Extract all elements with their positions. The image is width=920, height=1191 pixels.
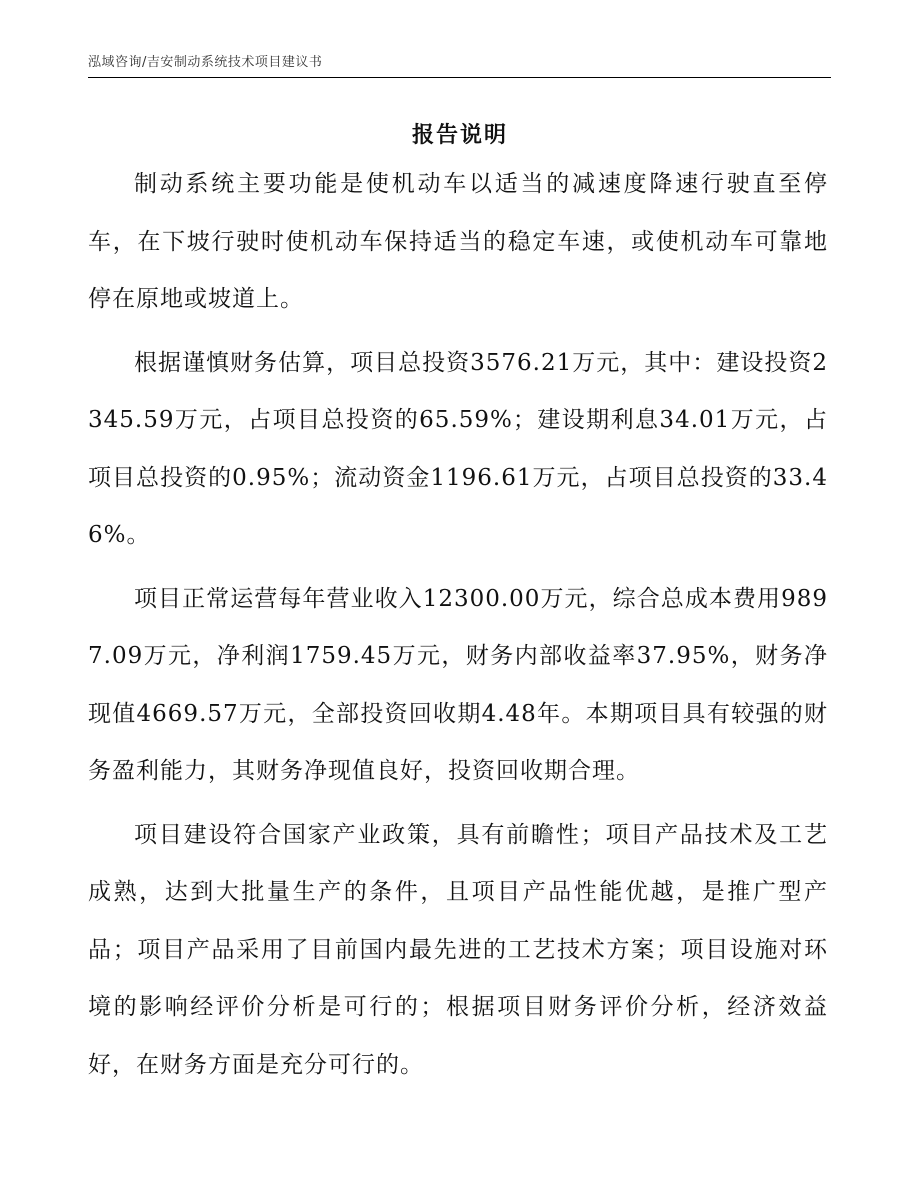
paragraph-braking-function: 制动系统主要功能是使机动车以适当的减速度降速行驶直至停车，在下坡行驶时使机动车保持适当的稳定车速，或使机动车可靠地停在原地或坡道上。 <box>88 171 828 312</box>
page-title: 报告说明 <box>411 123 508 148</box>
body-text <box>88 156 828 1100</box>
header-divider <box>88 77 831 78</box>
paragraph-feasibility-conclusion: 项目建设符合国家产业政策，具有前瞻性；项目产品技术及工艺成熟，达到大批量生产的条件，且项目产品性能优越，是推广型产品；项目产品采用了目前国内最先进的工艺技术方案；项目设施对环境的影响经评价分析是可行的；根据项目财务评价分析，经济效益好，在财务方面是充分可行的。 <box>88 821 828 1078</box>
running-header: 泓域咨询/吉安制动系统技术项目建议书 <box>88 55 323 70</box>
paragraph-financial-returns: 项目正常运营每年营业收入12300.00万元，综合总成本费用9897.09万元，净利润1759.45万元，财务内部收益率37.95%，财务净现值4669.57万元，全部投资回收期4.48年。本期项目具有较强的财务盈利能力，其财务净现值良好，投资回收期合理。 <box>88 585 828 784</box>
paragraph-investment-estimate: 根据谨慎财务估算，项目总投资3576.21万元，其中：建设投资2345.59万元，占项目总投资的65.59%；建设期利息34.01万元，占项目总投资的0.95%；流动资金1196.61万元，占项目总投资的33.46%。 <box>88 349 828 548</box>
